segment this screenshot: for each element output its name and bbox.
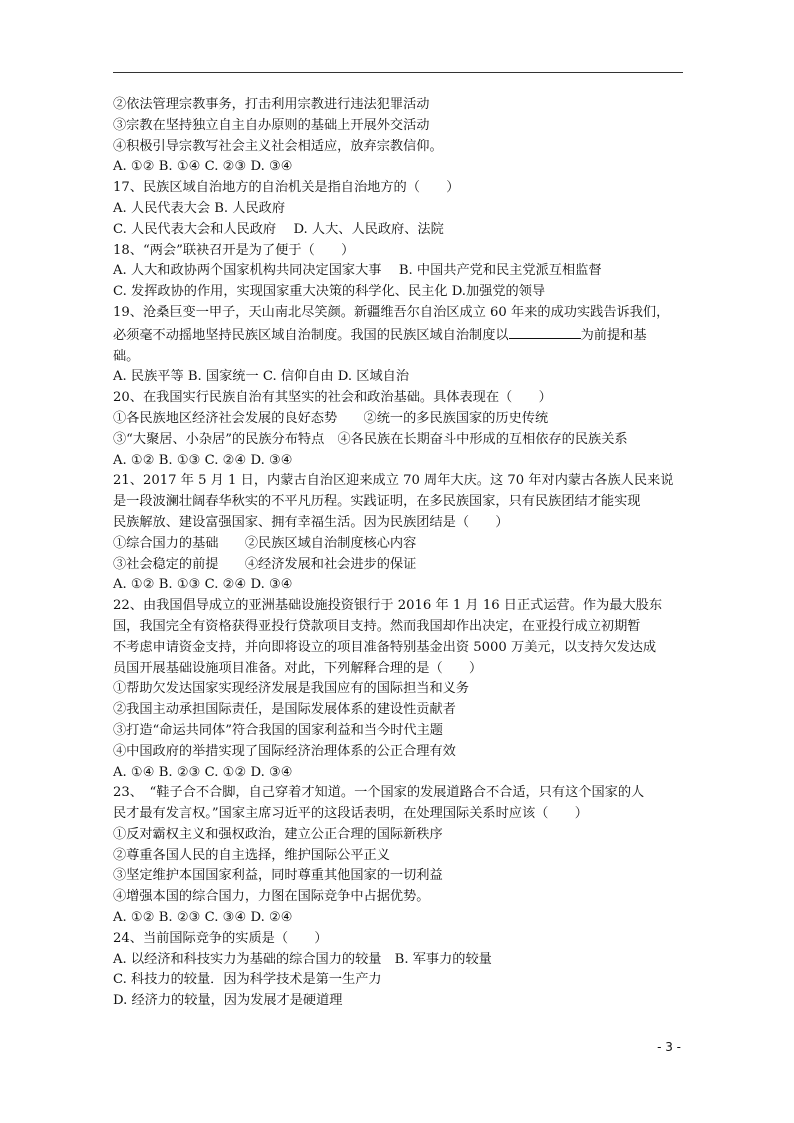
question-19: 19、沧桑巨变一甲子，天山南北尽笑颜。新疆维吾尔自治区成立 60 年来的成功实践告诉我们， (113, 304, 670, 320)
question-20: 20、在我国实行民族自治有其坚实的社会和政治基础。具体表现在（ ） (113, 390, 552, 406)
text-line: ①反对霸权主义和强权政治，建立公正合理的国际新秩序 (113, 826, 443, 842)
text-line: 员国开展基础设施项目准备。对此，下列解释合理的是（ ） (113, 660, 483, 676)
text-line: ④积极引导宗教写社会主义社会相适应，放弃宗教信仰。 (113, 138, 443, 154)
answer-options: A. 人民代表大会 B. 人民政府 (113, 200, 286, 216)
text-line: ①各民族地区经济社会发展的良好态势 ②统一的多民族国家的历史传统 (113, 410, 549, 426)
text-line: 民才最有发言权。”国家主席习近平的这段话表明，在处理国际关系时应该（ ） (113, 806, 588, 822)
question-19-blank-line (113, 324, 688, 347)
text-line: ③坚定维护本国国家利益，同时尊重其他国家的一切利益 (113, 868, 443, 884)
text-line: ④增强本国的综合国力，力图在国际竞争中占据优势。 (113, 889, 430, 905)
answer-options: A. ①② B. ①③ C. ②④ D. ③④ (113, 577, 293, 593)
text-line: 民族解放、建设富强国家、拥有幸福生活。因为民族团结是（ ） (113, 514, 509, 530)
answer-options: A. ①② B. ②③ C. ③④ D. ②④ (113, 910, 293, 926)
page-number: - 3 - (657, 1040, 681, 1054)
text-line: ②我国主动承担国际责任，是国际发展体系的建设性贡献者 (113, 702, 456, 718)
text-line: 不考虑申请资金支持，并向即将设立的项目准备特别基金出资 5000 万美元，以支持欠发达成 (113, 639, 657, 655)
document-body (113, 95, 688, 1012)
text-line: ③宗教在坚持独立自主自办原则的基础上开展外交活动 (113, 117, 430, 133)
answer-options: C. 科技力的较量．因为科学技术是第一生产力 (113, 972, 382, 988)
text-line: ③“大聚居、小杂居”的民族分布特点 ④各民族在长期奋斗中形成的互相依存的民族关系 (113, 431, 628, 447)
text-before-blank: 必须毫不动摇地坚持民族区域自治制度。我国的民族区域自治制度以 (113, 327, 509, 343)
answer-options: A. 民族平等 B. 国家统一 C. 信仰自由 D. 区域自治 (113, 369, 410, 385)
question-21: 21、2017 年 5 月 1 日，内蒙古自治区迎来成立 70 周年大庆。这 70 年对内蒙古各族人民来说 (113, 473, 674, 489)
header-rule (113, 72, 683, 73)
question-23: 23、 “鞋子合不合脚，自己穿着才知道。一个国家的发展道路合不合适，只有这个国家的人 (113, 785, 645, 801)
text-line: ②依法管理宗教事务，打击利用宗教进行违法犯罪活动 (113, 97, 430, 112)
fill-in-blank (509, 324, 581, 339)
text-line: 础。 (113, 348, 140, 364)
text-line: ③社会稳定的前提 ④经济发展和社会进步的保证 (113, 556, 417, 572)
question-17: 17、民族区域自治地方的自治机关是指自治地方的（ ） (113, 180, 460, 196)
text-line: ②尊重各国人民的自主选择，维护国际公平正义 (113, 847, 390, 863)
question-24: 24、当前国际竞争的实质是（ ） (113, 930, 328, 946)
answer-options: A. 人大和政协两个国家机构共同决定国家大事 B. 中国共产党和民主党派互相监督 (113, 263, 602, 279)
question-18: 18、“两会”联袂召开是为了便于（ ） (113, 242, 355, 258)
question-22: 22、由我国倡导成立的亚洲基础设施投资银行于 2016 年 1 月 16 日正式运营。作为最大股东 (113, 598, 663, 614)
answer-options: C. 人民代表大会和人民政府 D. 人大、人民政府、法院 (113, 221, 444, 237)
text-line: 国，我国完全有资格获得亚投行贷款项目支持。然而我国却作出决定，在亚投行成立初期暂 (113, 618, 641, 634)
text-line: ①帮助欠发达国家实现经济发展是我国应有的国际担当和义务 (113, 681, 470, 697)
answer-options: A. ①② B. ①④ C. ②③ D. ③④ (113, 159, 293, 175)
answer-options: D. 经济力的较量，因为发展才是硬道理 (113, 993, 343, 1009)
text-line: ③打造“命运共同体”符合我国的国家利益和当今时代主题 (113, 722, 443, 738)
answer-options: A. ①② B. ①③ C. ②④ D. ③④ (113, 452, 293, 468)
text-after-blank: 为前提和基 (580, 327, 647, 343)
text-line: 是一段波澜壮阔春华秋实的不平凡历程。实践证明，在多民族国家，只有民族团结才能实现 (113, 494, 641, 510)
text-line: ①综合国力的基础 ②民族区域自治制度核心内容 (113, 535, 417, 551)
answer-options: C. 发挥政协的作用，实现国家重大决策的科学化、民主化 D.加强党的领导 (113, 284, 546, 300)
answer-options: A. ①④ B. ②③ C. ①② D. ③④ (113, 764, 293, 780)
text-line: ④中国政府的举措实现了国际经济治理体系的公正合理有效 (113, 743, 456, 759)
answer-options: A. 以经济和科技实力为基础的综合国力的较量 B. 军事力的较量 (113, 951, 492, 967)
